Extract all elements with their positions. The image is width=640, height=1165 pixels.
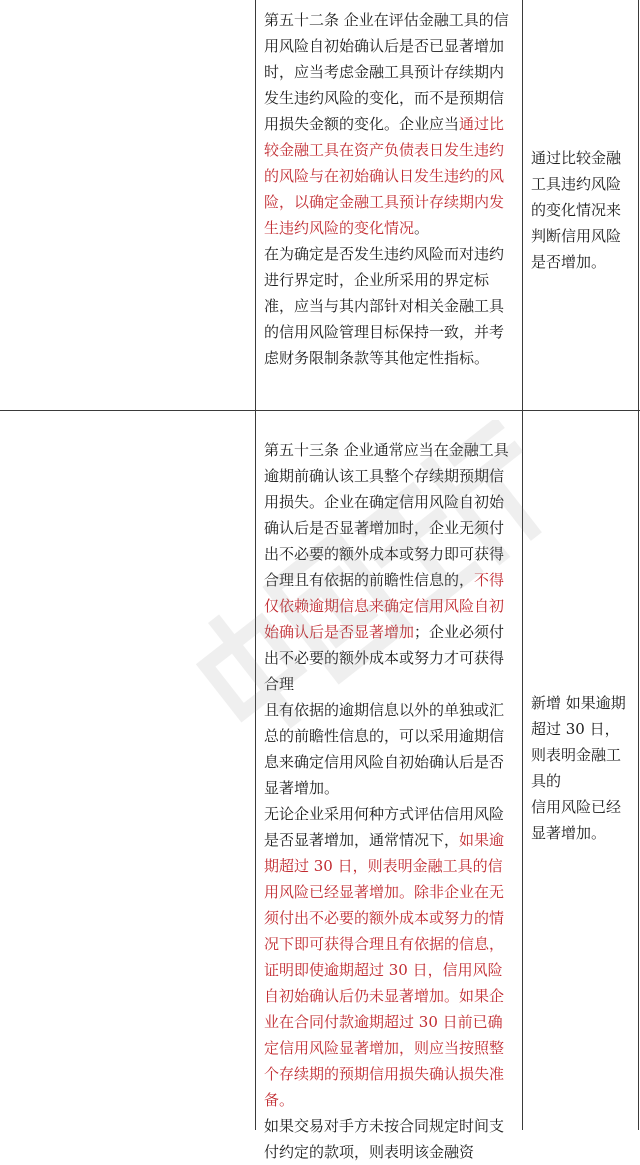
highlight-segment: 不得仅依赖逾期信息来确定信用风险自初始确认后是否显著增加 xyxy=(264,571,505,641)
text-segment: 通过比较金融工具违约风险的变化情况来判断信用风险是否增加。 xyxy=(531,149,622,271)
table-border-right xyxy=(638,0,639,1130)
text-segment: 新增 如果逾期超过 30 日，则表明金融工具的 xyxy=(531,694,626,790)
table-border-left xyxy=(255,0,256,1130)
text-segment: 无论企业采用何种方式评估信用风险是否显著增加，通常情况下， xyxy=(264,805,505,849)
table-border-middle xyxy=(522,0,523,1130)
article-53-paragraph-2 xyxy=(264,697,516,801)
row-divider xyxy=(0,410,640,411)
article-53-cell xyxy=(264,437,516,1165)
article-53-paragraph-3 xyxy=(264,801,516,1113)
article-52-paragraph-2 xyxy=(264,241,516,371)
text-segment: 信用风险已经显著增加。 xyxy=(531,798,622,842)
article-52-note-cell xyxy=(531,145,633,275)
text-segment: 如果交易对手方未按合同规定时间支付约定的款项，则表明该金融资 xyxy=(264,1117,505,1161)
article-53-paragraph-1 xyxy=(264,437,516,697)
text-segment: 且有依据的逾期信息以外的单独或汇总的前瞻性信息的，可以采用逾期信息来确定信用风险自初始确认后是否显著增加。 xyxy=(264,701,505,797)
highlight-segment: 如果逾期超过 30 日，则表明金融工具的信用风险已经显著增加。除非企业在无须付出不必要的额外成本或努力的情况下即可获得合理且有依据的信息，证明即使逾期超过 30 日，信用风险自初始确认后仍未显著增加。如果企业在合同付款逾期超过 30 日前已确定信用风险显著增加，则应当按照整个存续期的预期信用损失确认损失准备。 xyxy=(264,831,505,1109)
article-53-note-line-2 xyxy=(531,794,633,846)
article-53-note-cell xyxy=(531,690,633,846)
text-segment: 第五十三条 企业通常应当在金融工具逾期前确认该工具整个存续期预期信用损失。企业在确定信用风险自初始确认后是否显著增加时，企业无须付出不必要的额外成本或努力即可获得合理且有依据的前瞻性信息的， xyxy=(264,441,509,589)
article-52-cell xyxy=(264,7,516,371)
article-53-paragraph-4 xyxy=(264,1113,516,1165)
text-segment: 在为确定是否发生违约风险而对违约进行界定时，企业所采用的界定标准，应当与其内部针对相关金融工具的信用风险管理目标保持一致，并考虑财务限制条款等其他定性指标。 xyxy=(264,245,505,367)
article-52-paragraph-1 xyxy=(264,7,516,241)
article-53-note-line-1 xyxy=(531,690,633,794)
text-segment: 第五十二条 企业在评估金融工具的信用风险自初始确认后是否已显著增加时，应当考虑金融工具预计存续期内发生违约风险的变化，而不是预期信用损失金额的变化。企业应当 xyxy=(264,11,509,133)
text-segment: ；企业必须付出不必要的额外成本或努力才可获得合理 xyxy=(264,623,505,693)
text-segment: 。 xyxy=(414,219,430,237)
article-52-note xyxy=(531,145,633,275)
highlight-segment: 通过比较金融工具在资产负债表日发生违约的风险与在初始确认日发生违约的风险，以确定金融工具预计存续期内发生违约风险的变化情况 xyxy=(264,115,505,237)
